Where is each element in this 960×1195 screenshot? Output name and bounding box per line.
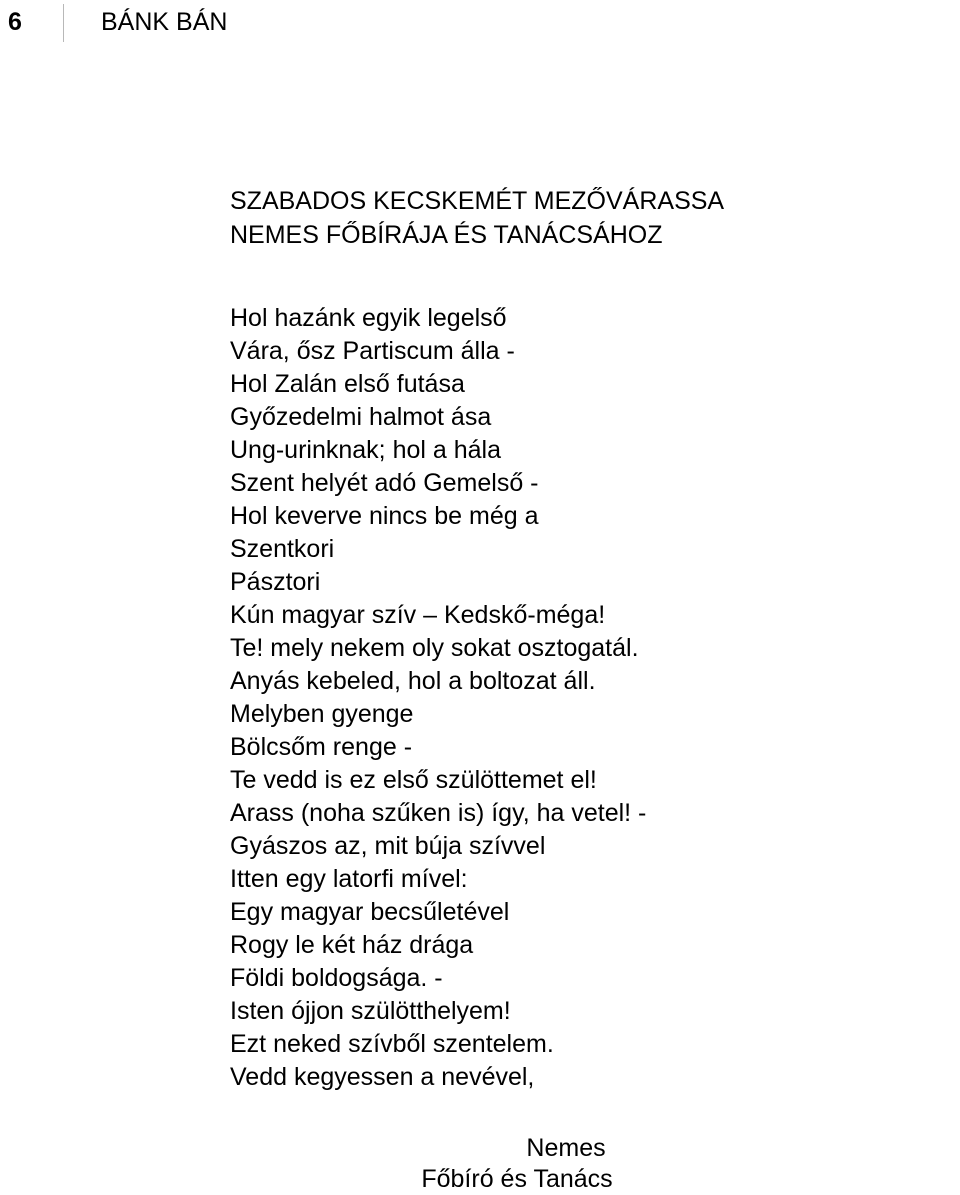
poem-line: Isten ójjon szülötthelyem! <box>230 997 511 1025</box>
header-divider <box>63 4 64 42</box>
poem-line: Te vedd is ez első szülöttemet el! <box>230 766 597 794</box>
poem-line: Ezt neked szívből szentelem. <box>230 1030 554 1058</box>
poem-line: Bölcsőm renge - <box>230 733 413 761</box>
poem-line: Szentkori <box>230 535 335 563</box>
poem-line: Te! mely nekem oly sokat osztogatál. <box>230 634 639 662</box>
page-number: 6 <box>8 8 22 36</box>
poem-text <box>230 302 646 1094</box>
dedication-title <box>230 184 724 252</box>
poem-line: Szent helyét adó Gemelső - <box>230 469 539 497</box>
signature-line: Főbíró és Tanács <box>421 1165 613 1193</box>
poem-line: Vára, ősz Partiscum álla - <box>230 337 515 365</box>
poem-line: Hol Zalán első futása <box>230 370 465 398</box>
poem-line: Gyászos az, mit búja szívvel <box>230 832 546 860</box>
poem-line: Arass (noha szűken is) így, ha vetel! - <box>230 799 647 827</box>
page-header <box>0 0 960 44</box>
poem-line: Rogy le két ház drága <box>230 931 474 959</box>
title-line: SZABADOS KECSKEMÉT MEZŐVÁRASSA <box>230 187 725 215</box>
poem-line: Hol keverve nincs be még a <box>230 502 539 530</box>
title-line: NEMES FŐBÍRÁJA ÉS TANÁCSÁHOZ <box>230 221 663 249</box>
poem-line: Ung-urinknak; hol a hála <box>230 436 501 464</box>
signature-line: Nemes <box>526 1134 606 1162</box>
poem-line: Vedd kegyessen a nevével, <box>230 1063 535 1091</box>
signature-block <box>400 1133 730 1195</box>
running-head: BÁNK BÁN <box>101 8 228 36</box>
poem-line: Egy magyar becsűletével <box>230 898 510 926</box>
poem-line: Pásztori <box>230 568 321 596</box>
poem-line: Melyben gyenge <box>230 700 414 728</box>
poem-line: Hol hazánk egyik legelső <box>230 304 507 332</box>
poem-line: Itten egy latorfi mível: <box>230 865 468 893</box>
poem-line: Földi boldogsága. - <box>230 964 443 992</box>
poem-line: Anyás kebeled, hol a boltozat áll. <box>230 667 596 695</box>
poem-line: Kún magyar szív – Kedskő-méga! <box>230 601 606 629</box>
poem-line: Győzedelmi halmot ása <box>230 403 492 431</box>
